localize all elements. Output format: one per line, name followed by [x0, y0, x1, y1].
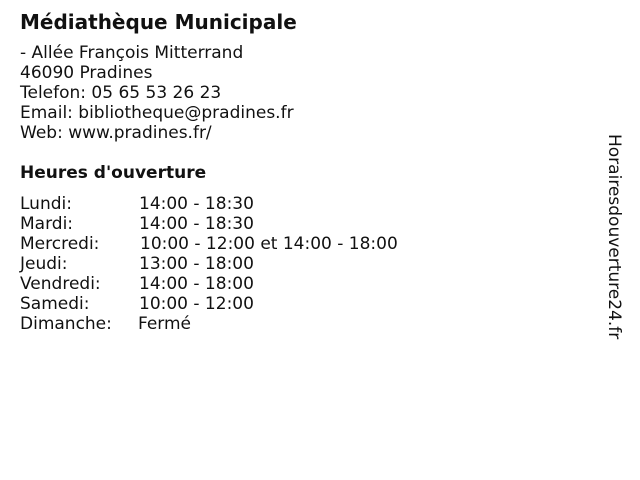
page-title: Médiathèque Municipale — [20, 10, 297, 34]
email-address: Email: bibliotheque@pradines.fr — [20, 103, 294, 123]
address-block — [20, 43, 294, 143]
day-label: Jeudi: — [20, 254, 68, 274]
street-address: - Allée François Mitterrand — [20, 43, 244, 63]
day-label: Vendredi: — [20, 274, 101, 294]
phone-number: Telefon: 05 65 53 26 23 — [20, 83, 222, 103]
website-address: Web: www.pradines.fr/ — [20, 123, 212, 143]
time-value: 10:00 - 12:00 — [139, 294, 254, 314]
postal-city: 46090 Pradines — [20, 63, 153, 83]
day-label: Mardi: — [20, 214, 74, 234]
time-value: 14:00 - 18:30 — [139, 214, 254, 234]
time-value: Fermé — [138, 314, 192, 334]
day-label: Samedi: — [20, 294, 90, 314]
time-value: 13:00 - 18:00 — [139, 254, 254, 274]
day-label: Dimanche: — [20, 314, 112, 334]
site-watermark: Horairesdouverture24.fr — [604, 134, 624, 340]
day-label: Lundi: — [20, 194, 72, 214]
time-value: 14:00 - 18:00 — [139, 274, 254, 294]
time-value: 10:00 - 12:00 et 14:00 - 18:00 — [140, 234, 398, 254]
time-value: 14:00 - 18:30 — [139, 194, 254, 214]
opening-hours-heading: Heures d'ouverture — [20, 163, 207, 183]
day-label: Mercredi: — [20, 234, 100, 254]
